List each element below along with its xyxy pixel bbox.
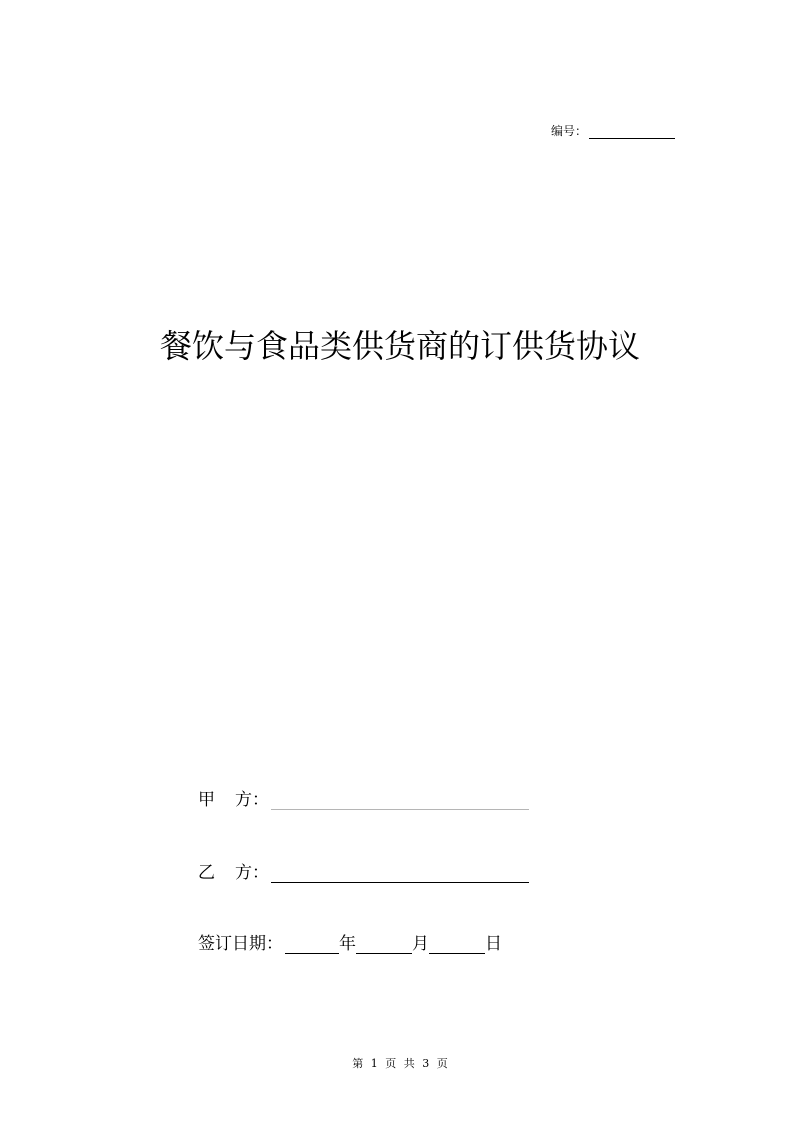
month-label: 月 (412, 934, 429, 954)
party-b-row (198, 861, 529, 885)
page-footer: 第 1 页 共 3 页 (352, 1057, 448, 1070)
party-b-field[interactable] (271, 864, 529, 883)
document-number (551, 123, 675, 139)
document-number-blank[interactable] (589, 125, 675, 139)
party-b-label: 乙 方： (198, 863, 269, 883)
document-number-label: 编号： (551, 124, 588, 138)
party-a-label: 甲 方： (198, 790, 269, 810)
signing-month-field[interactable] (356, 935, 412, 954)
day-label: 日 (485, 934, 502, 954)
signing-date-label: 签订日期： (198, 934, 283, 954)
year-label: 年 (339, 934, 356, 954)
party-a-row (198, 788, 529, 812)
signing-date-row (198, 932, 502, 956)
signing-year-field[interactable] (285, 935, 339, 954)
signing-day-field[interactable] (429, 935, 485, 954)
document-title: 餐饮与食品类供货商的订供货协议 (159, 327, 640, 365)
party-a-field[interactable] (271, 791, 529, 810)
